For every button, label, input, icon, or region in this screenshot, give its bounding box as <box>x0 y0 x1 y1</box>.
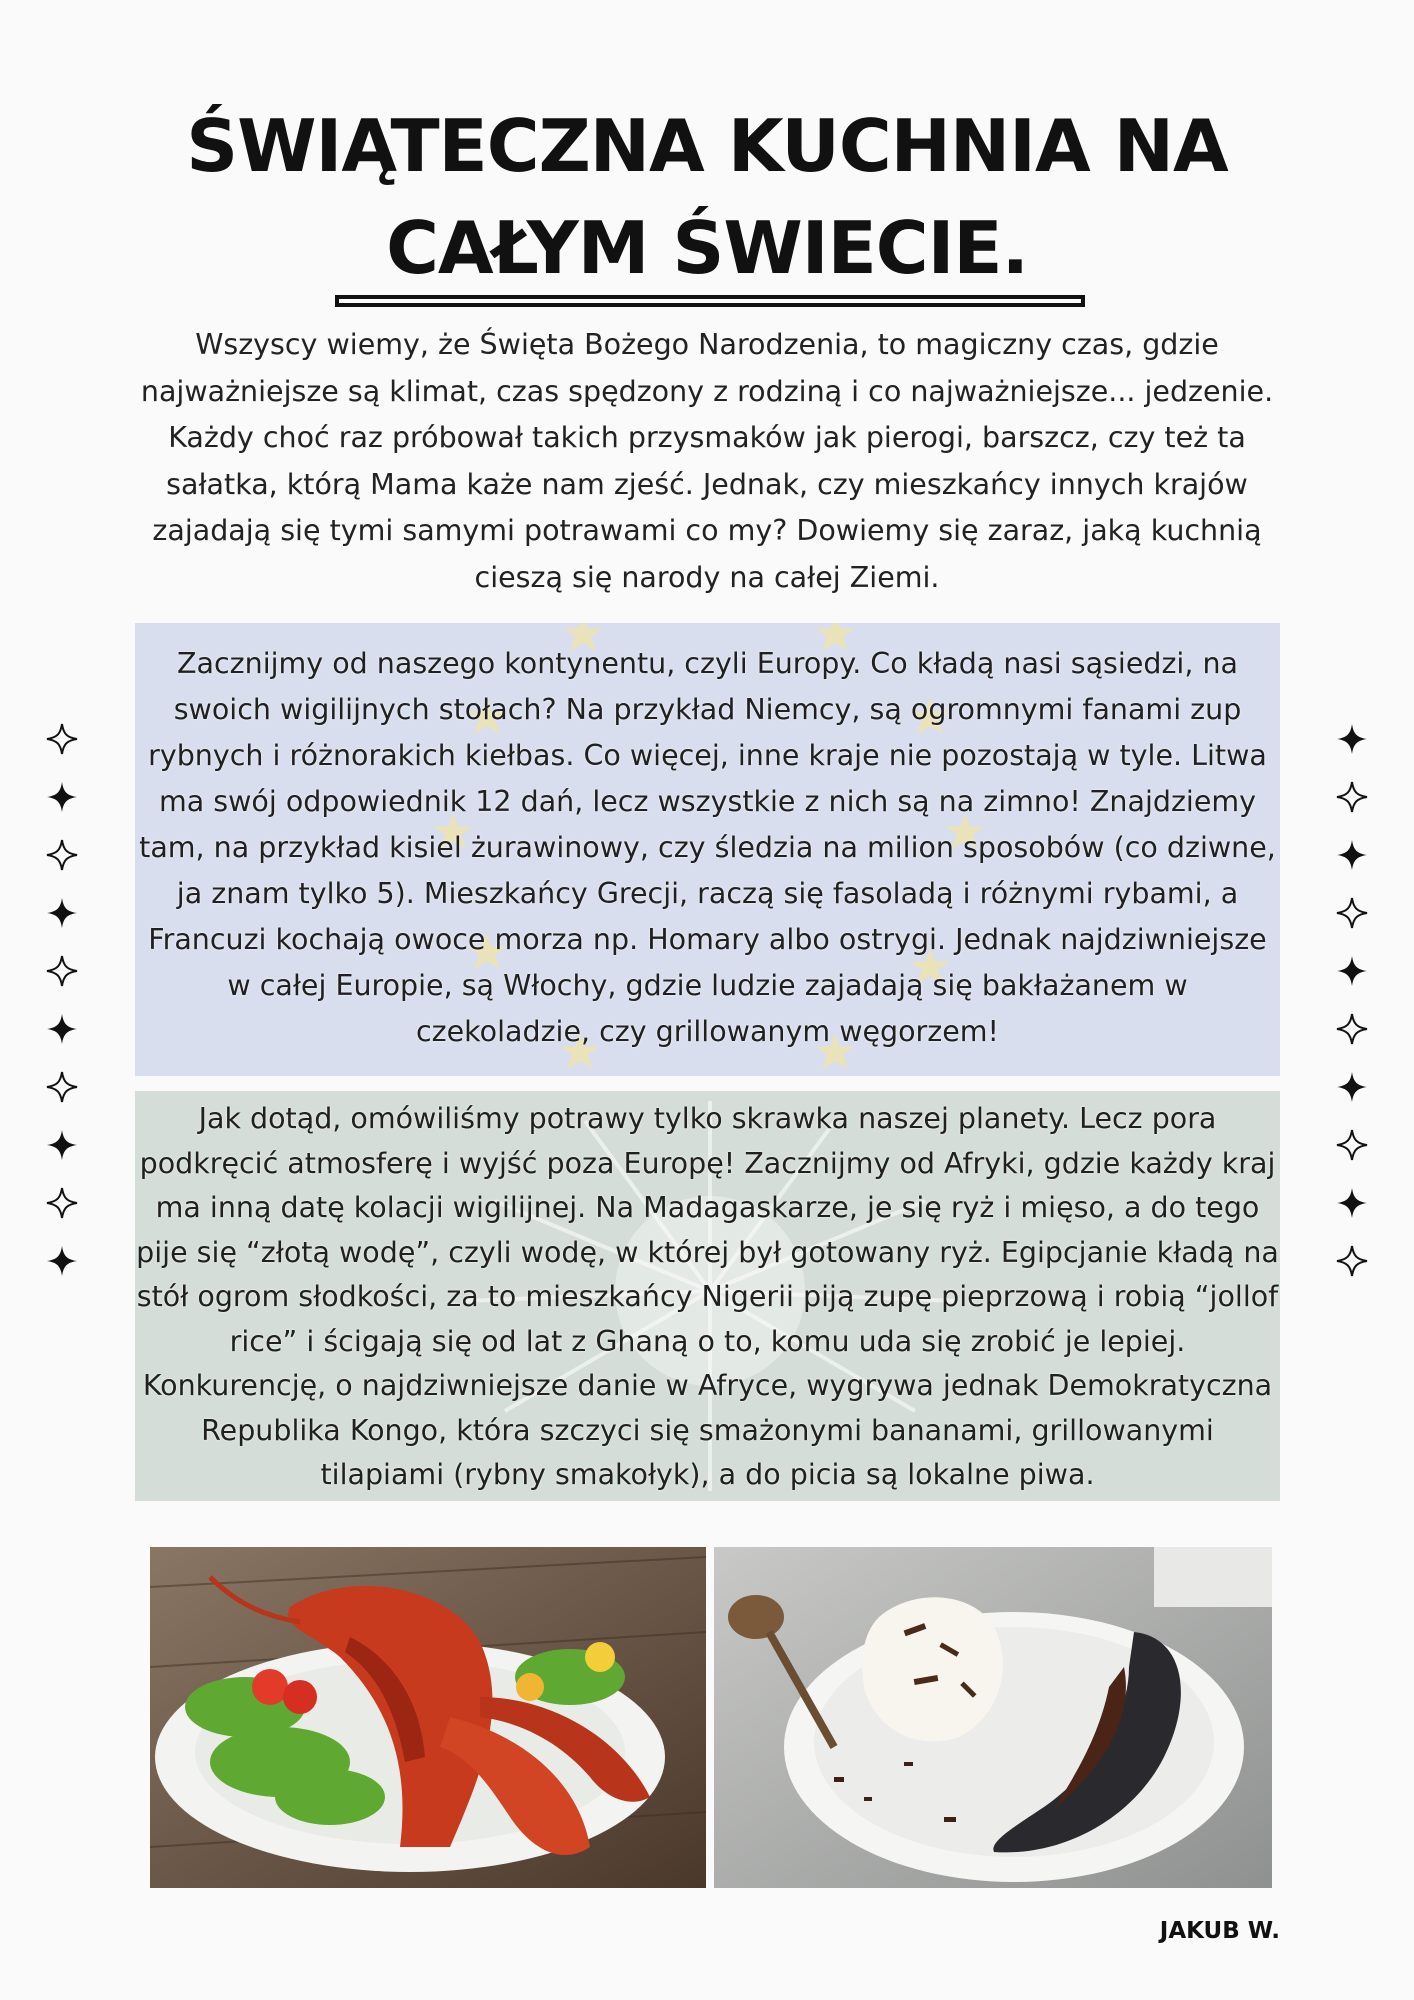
filled-star-icon <box>1335 1186 1369 1220</box>
europe-section <box>135 623 1280 1076</box>
outline-star-icon <box>1335 896 1369 930</box>
outline-star-icon <box>1335 1012 1369 1046</box>
filled-star-icon <box>45 1128 79 1162</box>
article-title <box>150 95 1264 299</box>
outline-star-icon <box>45 838 79 872</box>
title-underline <box>335 295 1085 307</box>
lobster-salad-photo <box>150 1547 706 1888</box>
europe-paragraph: Zacznijmy od naszego kontynentu, czyli Europy. Co kładą nasi sąsiedzi, na swoich wigilijnych stołach? Na przykład Niemcy, są ogromnymi fanami zup rybnych i różnorakich kiełbas. Co więcej, inne kraje nie pozostają w tyle. Litwa ma swój odpowiednik 12 dań, lecz wszystkie z nich są na zimno! Znajdziemy tam, na przykład kisiel żurawinowy, czy śledzia na milion sposobów (co dziwne, ja znam tylko 5). Mieszkańcy Grecji, raczą się fasoladą i różnymi rybami, a Francuzi kochają owoce morza np. Homary albo ostrygi. Jednak najdziwniejsze w całej Europie, są Włochy, gdzie ludzie zajadają się bakłażanem w czekoladzie, czy grillowanym węgorzem! <box>139 647 1276 1048</box>
outline-star-icon <box>1335 1244 1369 1278</box>
filled-star-icon <box>45 1244 79 1278</box>
outline-star-icon <box>1335 780 1369 814</box>
filled-star-icon <box>45 1012 79 1046</box>
left-star-column <box>45 722 85 1302</box>
filled-star-icon <box>1335 838 1369 872</box>
filled-star-icon <box>1335 722 1369 756</box>
outline-star-icon <box>45 1186 79 1220</box>
chocolate-banana-photo <box>714 1547 1272 1888</box>
africa-section <box>135 1091 1280 1501</box>
chocolate-banana-illustration <box>714 1547 1272 1888</box>
title-line-1: ŚWIĄTECZNA KUCHNIA NA <box>186 104 1228 188</box>
filled-star-icon <box>1335 954 1369 988</box>
filled-star-icon <box>45 896 79 930</box>
right-star-column <box>1335 722 1375 1302</box>
africa-paragraph: Jak dotąd, omówiliśmy potrawy tylko skrawka naszej planety. Lecz pora podkręcić atmosferę i wyjść poza Europę! Zacznijmy od Afryki, gdzie każdy kraj ma inną datę kolacji wigilijnej. Na Madagaskarze, je się ryż i mięso, a do tego pije się “złotą wodę”, czyli wodę, w której był gotowany ryż. Egipcjanie kładą na stół ogrom słodkości, za to mieszkańcy Nigerii piją zupę pieprzową i robią “jollof rice” i ścigają się od lat z Ghaną o to, komu uda się zrobić je lepiej. Konkurencję, o najdziwniejsze danie w Afryce, wygrywa jednak Demokratyczna Republika Kongo, która szczyci się smażonymi bananami, grillowanymi tilapiami (rybny smakołyk), a do picia są lokalne piwa. <box>136 1102 1279 1491</box>
intro-paragraph: Wszyscy wiemy, że Święta Bożego Narodzenia, to magiczny czas, gdzie najważniejsze są klimat, czas spędzony z rodziną i co najważniejsze... jedzenie. Każdy choć raz próbował takich przysmaków jak pierogi, barszcz, czy też ta sałatka, którą Mama każe nam zjeść. Jednak, czy mieszkańcy innych krajów zajadają się tymi samymi potrawami co my? Dowiemy się zaraz, jaką kuchnią cieszą się narody na całej Ziemi. <box>140 328 1274 594</box>
title-line-2: CAŁYM ŚWIECIE. <box>386 206 1028 290</box>
filled-star-icon <box>1335 1070 1369 1104</box>
lobster-salad-illustration <box>150 1547 706 1888</box>
outline-star-icon <box>45 722 79 756</box>
outline-star-icon <box>45 954 79 988</box>
author-signature: JAKUB W. <box>1159 1918 1280 1944</box>
outline-star-icon <box>45 1070 79 1104</box>
outline-star-icon <box>1335 1128 1369 1162</box>
filled-star-icon <box>45 780 79 814</box>
